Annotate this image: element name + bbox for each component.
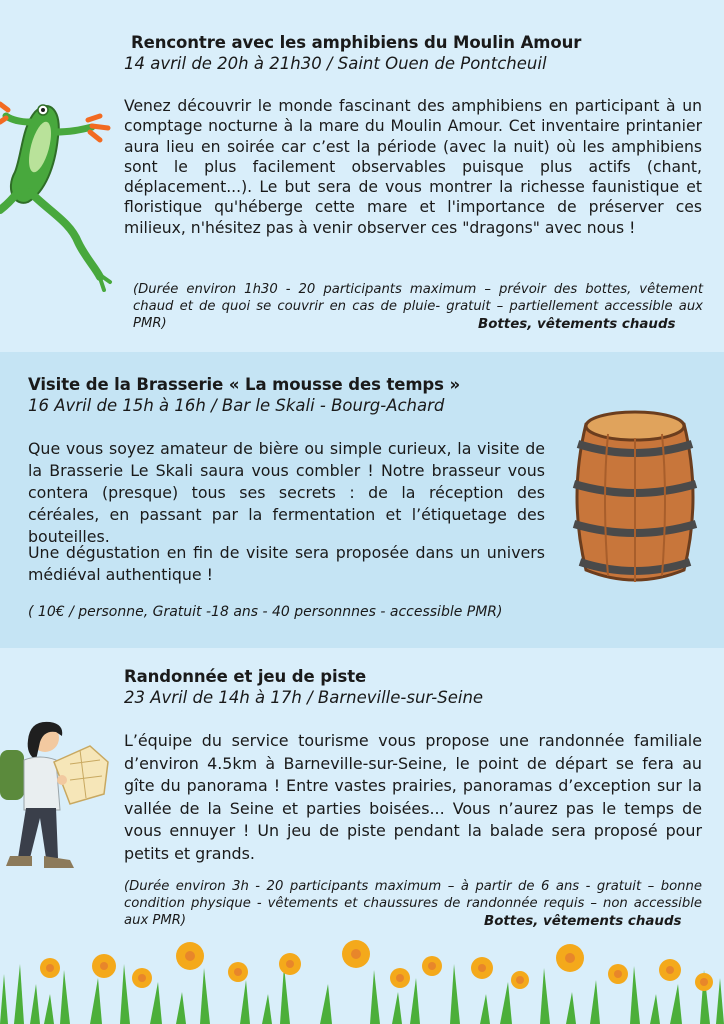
barrel-icon <box>568 404 702 590</box>
event-title: Randonnée et jeu de piste <box>124 667 367 686</box>
event-note: (Durée environ 1h30 - 20 participants maximum – prévoir des bottes, vêtement chaud et de quoi se couvrir en cas de pluie- gratuit – partiellement accessible aux PMR) <box>133 282 703 331</box>
event-title: Visite de la Brasserie « La mousse des temps » <box>28 375 461 394</box>
flower-meadow-icon <box>0 934 724 1024</box>
event-amphibians <box>0 0 724 352</box>
event-datetime: 23 Avril de 14h à 17h / Barneville-sur-Seine <box>124 688 484 707</box>
event-brewery <box>0 352 724 648</box>
event-description: L’équipe du service tourisme vous propose une randonnée familiale d’environ 4.5km à Barneville-sur-Seine, le point de départ se fera au gîte du panorama ! Entre vastes prairies, panoramas d’exception sur la vallée de la Seine et parties boisées... Vous n’aurez pas le temps de vous ennuyer ! Un jeu de piste pendant la balade sera proposé pour petits et grands. <box>124 731 702 863</box>
event-datetime: 16 Avril de 15h à 16h / Bar le Skali - Bourg-Achard <box>28 396 445 415</box>
event-datetime: 14 avril de 20h à 21h30 / Saint Ouen de Pontcheuil <box>124 54 547 73</box>
event-hike <box>0 648 724 1024</box>
event-description-1: Que vous soyez amateur de bière ou simple curieux, la visite de la Brasserie Le Skali saura vous combler ! Notre brasseur vous contera (presque) tous ses secrets : de la réception des céréales, en passant par la fermentation et l’étiquetage des bouteilles. <box>28 439 545 546</box>
event-description-2: Une dégustation en fin de visite sera proposée dans un univers médiéval authentique ! <box>28 543 545 584</box>
event-note: ( 10€ / personne, Gratuit -18 ans - 40 personnnes - accessible PMR) <box>28 604 503 620</box>
frog-icon <box>0 92 115 292</box>
event-note-emphasis: Bottes, vêtements chauds <box>484 914 682 929</box>
event-note: (Durée environ 3h - 20 participants maximum – à partir de 6 ans - gratuit – bonne condition physique - vêtements et chaussures de randonnée requis – non accessible aux PMR) <box>124 879 702 928</box>
event-note-emphasis: Bottes, vêtements chauds <box>478 317 676 332</box>
hiker-icon <box>0 720 112 870</box>
event-description: Venez découvrir le monde fascinant des amphibiens en participant à un comptage nocturne à la mare du Moulin Amour. Cet inventaire printanier aura lieu en soirée car c’est la période (avec la nuit) où les amphibiens sont le plus facilement observables puisque plus actifs (chant, déplacement...). Le but sera de vous montrer la richesse faunistique et floristique qu'héberge cette mare et l'importance de préserver ces milieux, n'hésitez pas à venir observer ces "dragons" avec nous ! <box>124 97 702 237</box>
event-title: Rencontre avec les amphibiens du Moulin Amour <box>131 33 582 52</box>
